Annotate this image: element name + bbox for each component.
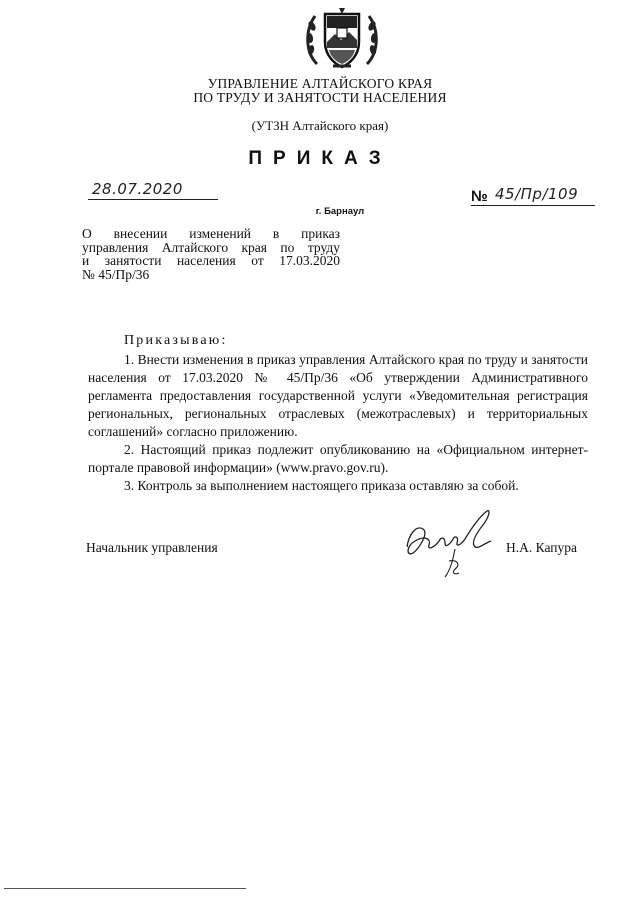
subject-line: управления Алтайского края по труду bbox=[82, 239, 340, 255]
org-line-1: УПРАВЛЕНИЕ АЛТАЙСКОГО КРАЯ bbox=[207, 76, 433, 91]
document-type-title: ПРИКАЗ bbox=[248, 148, 392, 169]
organization-name bbox=[0, 77, 640, 105]
handwritten-signature bbox=[395, 503, 505, 583]
body-paragraph: 1. Внести изменения в приказ управления Алтайского края по труду и занятости населения от 17.03.2020 № 45/Пр/36 «Об утверждении Административного регламента предоставления государственной услуги «Уведомительная регистрация региональных, региональных отраслевых (межотраслевых) и территориальных соглашений» согласно приложению. bbox=[88, 352, 588, 439]
coat-of-arms-emblem bbox=[303, 4, 381, 72]
subject-line: и занятости населения от 17.03.2020 bbox=[82, 253, 340, 268]
number-label: № bbox=[471, 188, 488, 205]
signatory-name: Н.А. Капура bbox=[506, 540, 577, 555]
signatory-role: Начальник управления bbox=[86, 540, 218, 555]
document-subject bbox=[82, 227, 340, 281]
document-number: 45/Пр/109 bbox=[495, 185, 579, 203]
footer-divider bbox=[4, 888, 246, 889]
body-paragraph: 2. Настоящий приказ подлежит опубликованию на «Официальном интернет-портале правовой информации» (www.pravo.gov.ru). bbox=[88, 442, 588, 475]
number-underline bbox=[471, 205, 595, 206]
date-underline bbox=[88, 199, 218, 200]
subject-line: О внесении изменений в приказ bbox=[82, 226, 340, 241]
org-line-2: ПО ТРУДУ И ЗАНЯТОСТИ НАСЕЛЕНИЯ bbox=[193, 90, 447, 105]
body-paragraph: 3. Контроль за выполнением настоящего приказа оставляю за собой. bbox=[124, 478, 519, 493]
document-body bbox=[88, 351, 588, 495]
organization-abbreviation: (УТЗН Алтайского края) bbox=[251, 118, 389, 133]
subject-line: № 45/Пр/36 bbox=[82, 266, 150, 282]
document-city: г. Барнаул bbox=[315, 206, 365, 217]
document-date: 28.07.2020 bbox=[92, 180, 183, 198]
order-word: Приказываю: bbox=[124, 333, 228, 348]
